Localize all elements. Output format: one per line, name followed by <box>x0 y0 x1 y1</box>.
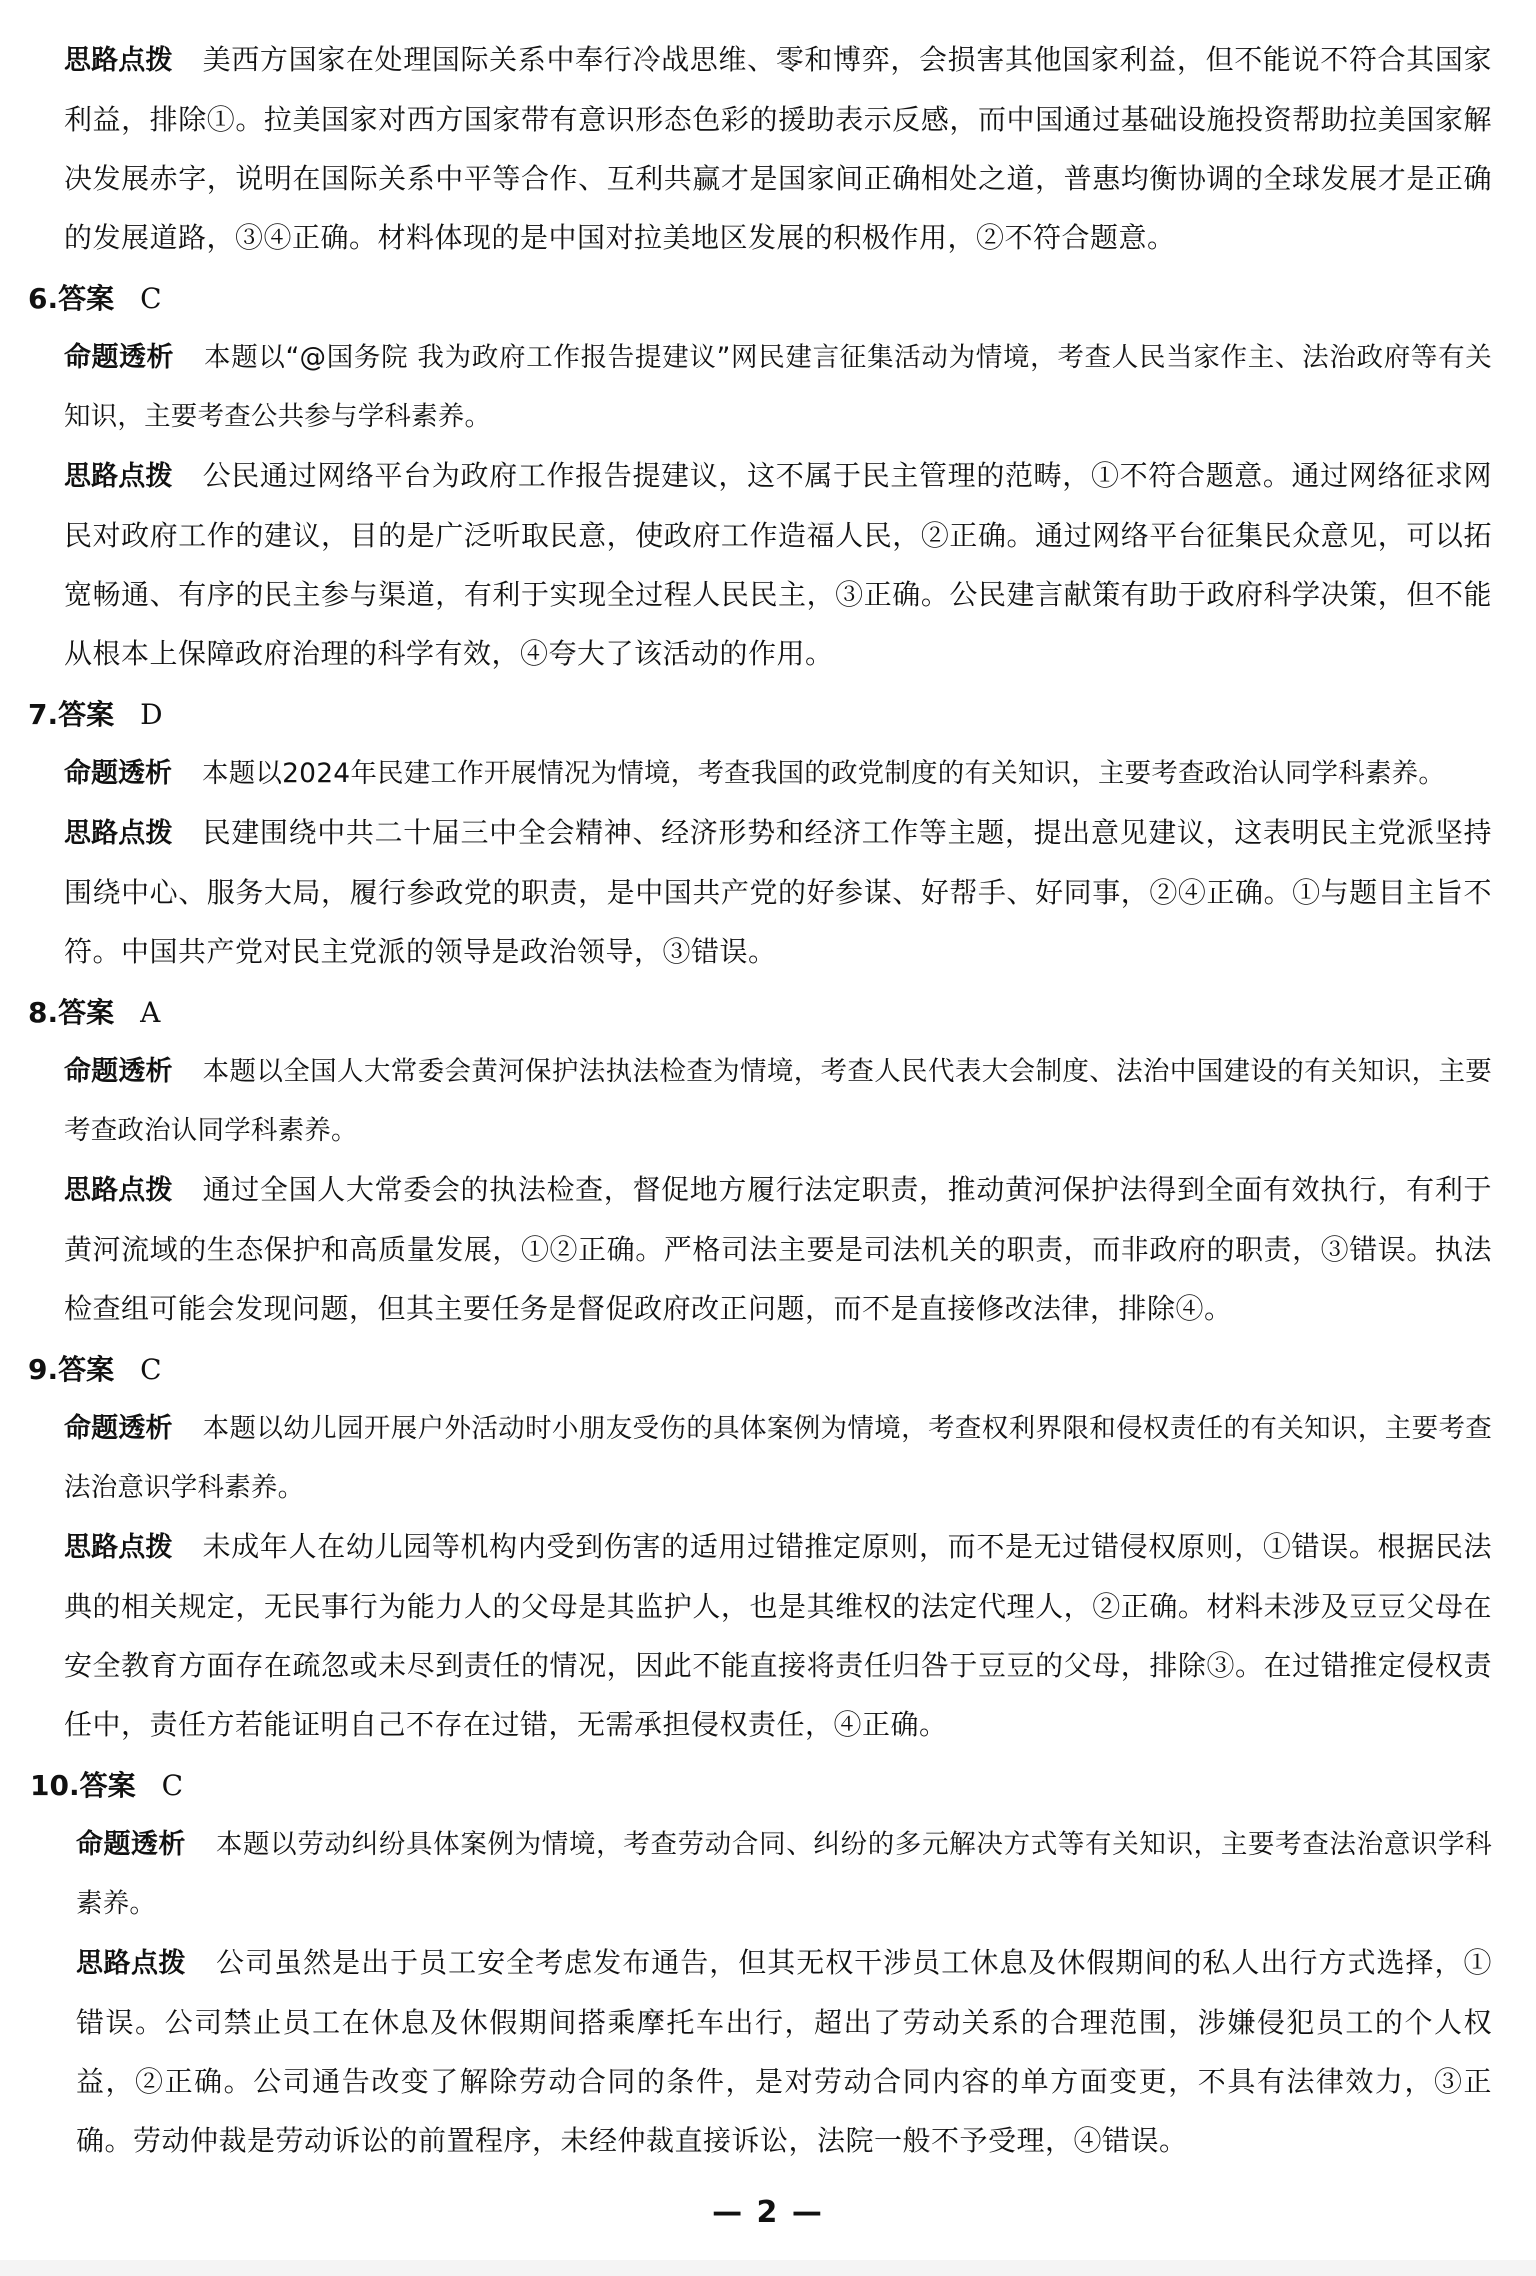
question-number: 8. <box>28 996 59 1029</box>
answer-value: C <box>140 1353 162 1386</box>
answer-label: 答案 <box>79 1769 136 1802</box>
answer-label: 答案 <box>58 1353 115 1386</box>
intent-text: 本题以劳动纠纷具体案例为情境，考查劳动合同、纠纷的多元解决方式等有关知识，主要考查法治意识学科素养。 <box>76 1829 1493 1919</box>
hint-text: 民建围绕中共二十届三中全会精神、经济形势和经济工作等主题，提出意见建议，这表明民主党派坚持围绕中心、服务大局，履行参政党的职责，是中国共产党的好参谋、好帮手、好同事，②④正确。①与题目主旨不符。中国共产党对民主党派的领导是政治领导，③错误。 <box>64 816 1492 968</box>
answer-value: D <box>140 698 163 731</box>
question-block <box>28 1340 1493 1754</box>
hint-paragraph <box>64 1517 1492 1754</box>
intro-paragraph <box>64 30 1492 267</box>
hint-label: 思路点拨 <box>64 1175 173 1206</box>
hint-text: 美西方国家在处理国际关系中奉行冷战思维、零和博弈，会损害其他国家利益，但不能说不符合其国家利益，排除①。拉美国家对西方国家带有意识形态色彩的援助表示反感，而中国通过基础设施投资帮助拉美国家解决发展赤字，说明在国际关系中平等合作、互利共赢才是国家间正确相处之道，普惠均衡协调的全球发展才是正确的发展道路，③④正确。材料体现的是中国对拉美地区发展的积极作用，②不符合题意。 <box>64 43 1492 254</box>
intent-label: 命题透析 <box>64 758 172 789</box>
answer-label: 答案 <box>58 996 115 1029</box>
hint-text: 未成年人在幼儿园等机构内受到伤害的适用过错推定原则，而不是无过错侵权原则，①错误。根据民法典的相关规定，无民事行为能力人的父母是其监护人，也是其维权的法定代理人，②正确。材料未涉及豆豆父母在安全教育方面存在疏忽或未尽到责任的情况，因此不能直接将责任归咎于豆豆的父母，排除③。在过错推定侵权责任中，责任方若能证明自己不存在过错，无需承担侵权责任，④正确。 <box>64 1530 1492 1741</box>
question-block <box>28 983 1493 1338</box>
page-bottom-edge <box>0 2260 1536 2276</box>
intent-label: 命题透析 <box>76 1829 186 1860</box>
answer-line <box>30 1756 1492 1815</box>
hint-paragraph <box>64 1160 1492 1338</box>
intent-text: 本题以幼儿园开展户外活动时小朋友受伤的具体案例为情境，考查权利界限和侵权责任的有关知识，主要考查法治意识学科素养。 <box>64 1413 1493 1503</box>
answer-value: C <box>140 282 162 315</box>
question-block <box>28 685 1492 981</box>
hint-label: 思路点拨 <box>64 1532 173 1563</box>
answer-line <box>28 983 1492 1042</box>
hint-text: 公司虽然是出于员工安全考虑发布通告，但其无权干涉员工休息及休假期间的私人出行方式选择，①错误。公司禁止员工在休息及休假期间搭乘摩托车出行，超出了劳动关系的合理范围，涉嫌侵犯员工的个人权益，②正确。公司通告改变了解除劳动合同的条件，是对劳动合同内容的单方面变更，不具有法律效力，③正确。劳动仲裁是劳动诉讼的前置程序，未经仲裁直接诉讼，法院一般不予受理，④错误。 <box>76 1946 1492 2157</box>
intent-label: 命题透析 <box>64 342 174 373</box>
hint-label: 思路点拨 <box>64 461 173 492</box>
answer-value: C <box>161 1769 184 1802</box>
question-number: 9. <box>28 1353 59 1386</box>
intent-paragraph <box>64 328 1492 446</box>
hint-label: 思路点拨 <box>76 1948 187 1979</box>
question-block <box>28 269 1493 683</box>
page-number: — 2 — <box>712 2195 824 2230</box>
answer-label: 答案 <box>58 282 115 315</box>
intent-paragraph <box>64 744 1492 803</box>
intent-text: 本题以“@国务院 我为政府工作报告提建议”网民建言征集活动为情境，考查人民当家作主、法治政府等有关知识，主要考查公共参与学科素养。 <box>64 342 1493 432</box>
intent-label: 命题透析 <box>64 1056 173 1087</box>
answer-line <box>28 1340 1492 1399</box>
question-block <box>30 1756 1493 2170</box>
answer-label: 答案 <box>58 698 115 731</box>
hint-label: 思路点拨 <box>64 818 173 849</box>
hint-label: 思路点拨 <box>64 45 173 76</box>
question-number: 7. <box>28 698 59 731</box>
intent-paragraph <box>64 1815 1492 1933</box>
question-number: 10. <box>30 1769 80 1802</box>
hint-paragraph <box>64 803 1492 981</box>
intent-paragraph <box>64 1042 1492 1160</box>
intent-text: 本题以全国人大常委会黄河保护法执法检查为情境，考查人民代表大会制度、法治中国建设的有关知识，主要考查政治认同学科素养。 <box>64 1056 1493 1146</box>
intent-paragraph <box>64 1399 1492 1517</box>
hint-text: 公民通过网络平台为政府工作报告提建议，这不属于民主管理的范畴，①不符合题意。通过网络征求网民对政府工作的建议，目的是广泛听取民意，使政府工作造福人民，②正确。通过网络平台征集民众意见，可以拓宽畅通、有序的民主参与渠道，有利于实现全过程人民民主，③正确。公民建言献策有助于政府科学决策，但不能从根本上保障政府治理的科学有效，④夸大了该活动的作用。 <box>64 459 1492 670</box>
answer-line <box>28 685 1492 744</box>
intent-text: 本题以2024年民建工作开展情况为情境，考查我国的政党制度的有关知识，主要考查政治认同学科素养。 <box>202 758 1446 789</box>
question-number: 6. <box>28 282 59 315</box>
answer-value: A <box>140 996 161 1029</box>
hint-paragraph <box>64 446 1492 683</box>
hint-text: 通过全国人大常委会的执法检查，督促地方履行法定职责，推动黄河保护法得到全面有效执行，有利于黄河流域的生态保护和高质量发展，①②正确。严格司法主要是司法机关的职责，而非政府的职责，③错误。执法检查组可能会发现问题，但其主要任务是督促政府改正问题，而不是直接修改法律，排除④。 <box>64 1173 1492 1325</box>
answer-line <box>28 269 1492 328</box>
intent-label: 命题透析 <box>64 1413 173 1444</box>
hint-paragraph <box>64 1933 1492 2170</box>
